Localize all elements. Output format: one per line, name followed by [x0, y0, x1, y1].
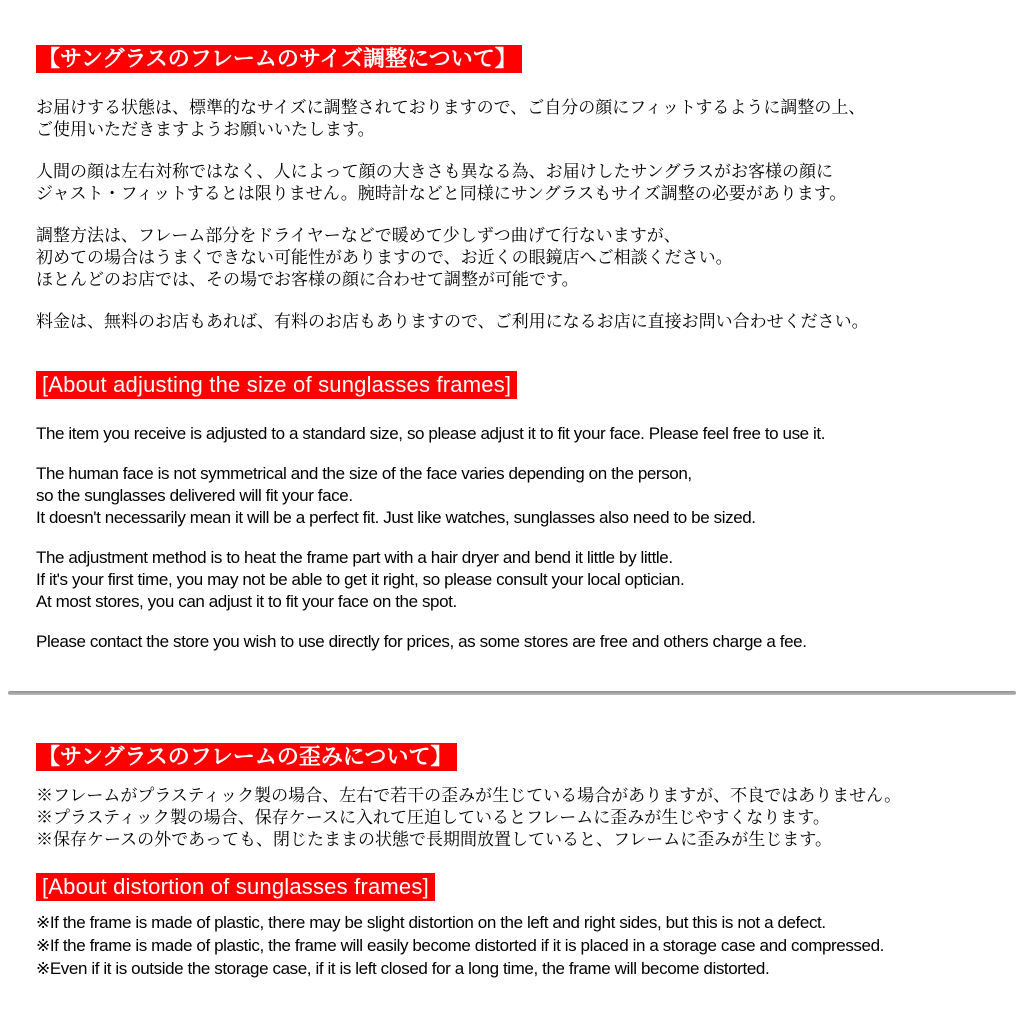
note-line: ※保存ケースの外であっても、閉じたままの状態で長期間放置していると、フレームに歪みが生じます。 — [36, 830, 832, 849]
size-adjustment-heading-en: [About adjusting the size of sunglasses frames] — [36, 371, 517, 399]
size-adjustment-jp-paragraph-1 — [36, 97, 984, 141]
distortion-notes-en — [36, 911, 984, 980]
size-adjustment-en-paragraph-3 — [36, 547, 984, 613]
paragraph-line: The item you receive is adjusted to a standard size, so please adjust it to fit your face. Please feel free to use it. — [36, 424, 826, 443]
size-adjustment-jp-paragraph-2 — [36, 161, 984, 205]
paragraph-line: The human face is not symmetrical and the size of the face varies depending on the person, — [36, 464, 692, 483]
note-line: ※Even if it is outside the storage case, if it is left closed for a long time, the frame will become distorted. — [36, 959, 770, 978]
note-line: ※プラスティック製の場合、保存ケースに入れて圧迫しているとフレームに歪みが生じやすくなります。 — [36, 808, 830, 827]
note-line: ※If the frame is made of plastic, the frame will easily become distorted if it is placed in a storage case and compressed. — [36, 936, 884, 955]
paragraph-line: 人間の顔は左右対称ではなく、人によって顔の大きさも異なる為、お届けしたサングラスがお客様の顔に — [36, 162, 833, 181]
size-adjustment-jp-paragraph-4 — [36, 311, 984, 333]
size-adjustment-en-paragraph-1 — [36, 423, 984, 445]
paragraph-line: ご使用いただきますようお願いいたします。 — [36, 120, 375, 139]
paragraph-line: お届けする状態は、標準的なサイズに調整されておりますので、ご自分の顔にフィットするように調整の上、 — [36, 98, 866, 117]
paragraph-line: 調整方法は、フレーム部分をドライヤーなどで暖めて少しずつ曲げて行ないますが、 — [36, 226, 681, 245]
distortion-notes-jp — [36, 785, 984, 851]
paragraph-line: At most stores, you can adjust it to fit your face on the spot. — [36, 592, 457, 611]
paragraph-line: ジャスト・フィットするとは限りません。腕時計などと同様にサングラスもサイズ調整の必要があります。 — [36, 184, 847, 203]
section-distortion-en — [36, 851, 984, 980]
paragraph-line: If it's your first time, you may not be able to get it right, so please consult your local optician. — [36, 570, 685, 589]
size-adjustment-en-paragraph-2 — [36, 463, 984, 529]
distortion-heading-en: [About distortion of sunglasses frames] — [36, 873, 435, 901]
paragraph-line: so the sunglasses delivered will fit your face. — [36, 486, 353, 505]
paragraph-line: Please contact the store you wish to use directly for prices, as some stores are free and others charge a fee. — [36, 632, 807, 651]
note-line: ※フレームがプラスティック製の場合、左右で若干の歪みが生じている場合がありますが、不良ではありません。 — [36, 786, 902, 805]
section-size-adjustment-en — [36, 371, 984, 653]
paragraph-line: The adjustment method is to heat the frame part with a hair dryer and bend it little by little. — [36, 548, 673, 567]
note-line: ※If the frame is made of plastic, there may be slight distortion on the left and right sides, but this is not a defect. — [36, 913, 826, 932]
paragraph-line: It doesn't necessarily mean it will be a perfect fit. Just like watches, sunglasses also need to be sized. — [36, 508, 756, 527]
distortion-heading-jp: 【サングラスのフレームの歪みについて】 — [36, 743, 457, 771]
paragraph-line: ほとんどのお店では、その場でお客様の顔に合わせて調整が可能です。 — [36, 270, 579, 289]
size-adjustment-en-paragraph-4 — [36, 631, 984, 653]
section-distortion-jp — [36, 695, 984, 851]
section-size-adjustment-jp — [36, 45, 984, 333]
size-adjustment-heading-jp: 【サングラスのフレームのサイズ調整について】 — [36, 45, 522, 73]
paragraph-line: 料金は、無料のお店もあれば、有料のお店もありますので、ご利用になるお店に直接お問い合わせください。 — [36, 312, 869, 331]
paragraph-line: 初めての場合はうまくできない可能性がありますので、お近くの眼鏡店へご相談ください。 — [36, 248, 733, 267]
size-adjustment-jp-paragraph-3 — [36, 225, 984, 291]
